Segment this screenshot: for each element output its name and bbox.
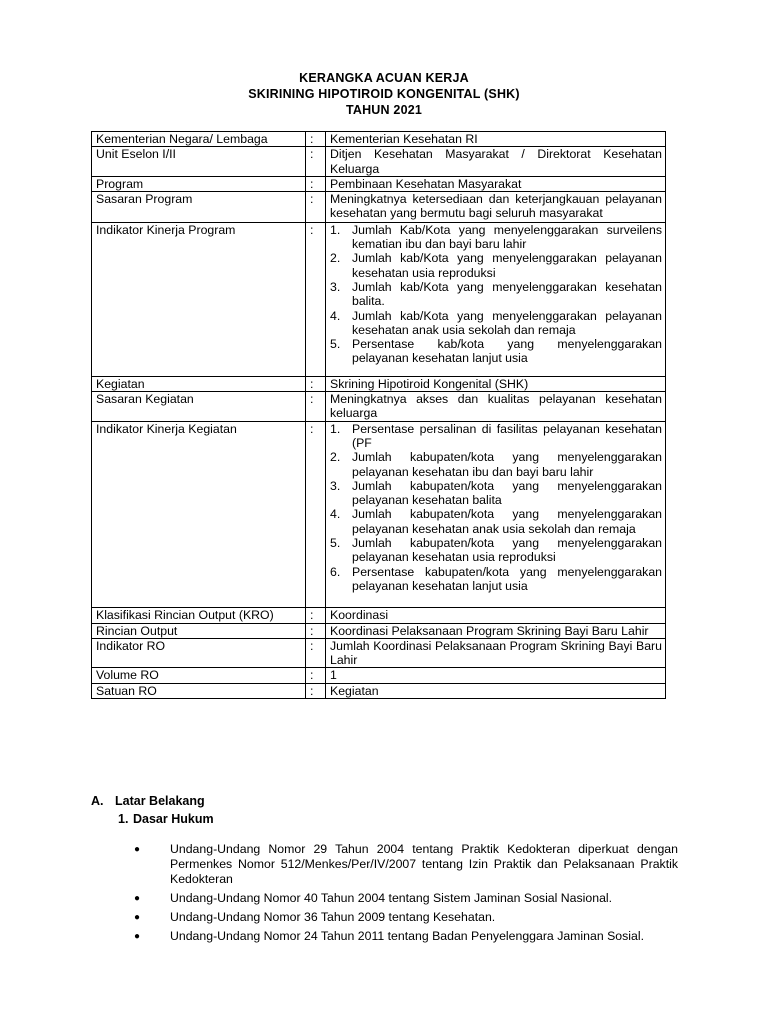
row-label: Indikator RO: [92, 638, 306, 668]
list-item: [330, 507, 662, 536]
list-item: [330, 337, 662, 366]
list-text: Persentase kabupaten/kota yang menyelenggarakan pelayanan kesehatan lanjut usia: [352, 564, 662, 593]
row-separator: :: [306, 683, 326, 698]
list-number: 5.: [330, 536, 341, 551]
list-text: Jumlah kabupaten/kota yang menyelenggarakan pelayanan kesehatan usia reproduksi: [352, 536, 662, 565]
list-item: [330, 450, 662, 479]
row-separator: :: [306, 608, 326, 623]
list-text: Jumlah kabupaten/kota yang menyelenggarakan pelayanan kesehatan balita: [352, 478, 662, 508]
list-item: [330, 536, 662, 565]
bullet-icon: ●: [134, 912, 141, 923]
section-heading-a: [91, 794, 205, 808]
row-value: Pembinaan Kesehatan Masyarakat: [326, 176, 666, 191]
list-number: 2.: [330, 251, 341, 266]
row-label: Kegiatan: [92, 376, 306, 391]
row-value: Ditjen Kesehatan Masyarakat / Direktorat Kesehatan Keluarga: [326, 147, 666, 177]
row-label: Indikator Kinerja Kegiatan: [92, 421, 306, 608]
row-separator: :: [306, 392, 326, 422]
table-row: [92, 421, 666, 608]
subsection-number: 1.: [118, 812, 129, 826]
row-label: Sasaran Program: [92, 192, 306, 223]
row-value: [326, 421, 666, 608]
row-separator: :: [306, 623, 326, 638]
row-value: 1: [326, 668, 666, 683]
list-item: [330, 422, 662, 451]
bullet-icon: ●: [134, 844, 141, 855]
list-number: 4.: [330, 308, 341, 323]
row-value: Jumlah Koordinasi Pelaksanaan Program Skrining Bayi Baru Lahir: [326, 638, 666, 668]
list-item: [330, 565, 662, 594]
list-text: Jumlah kab/Kota yang menyelenggarakan kesehatan balita.: [352, 279, 662, 309]
list-text: Undang-Undang Nomor 40 Tahun 2004 tentang Sistem Jaminan Sosial Nasional.: [170, 891, 613, 905]
row-label: Kementerian Negara/ Lembaga: [92, 132, 306, 147]
list-number: 4.: [330, 507, 341, 522]
table-row: [92, 668, 666, 683]
list-number: 1.: [330, 222, 341, 237]
list-text: Jumlah kab/Kota yang menyelenggarakan pelayanan kesehatan anak usia sekolah dan remaja: [352, 308, 662, 337]
list-number: 3.: [330, 478, 341, 493]
list-text: Persentase persalinan di fasilitas pelayanan kesehatan (PF: [352, 421, 662, 450]
doc-title: KERANGKA ACUAN KERJA: [299, 71, 469, 85]
row-separator: :: [306, 192, 326, 223]
row-separator: :: [306, 638, 326, 668]
table-row: [92, 683, 666, 698]
row-value: [326, 222, 666, 376]
list-text: Undang-Undang Nomor 24 Tahun 2011 tentang Badan Penyelenggara Jaminan Sosial.: [170, 929, 644, 943]
row-label: Satuan RO: [92, 683, 306, 698]
list-item: [134, 929, 678, 944]
doc-year: TAHUN 2021: [345, 103, 423, 117]
list-text: Undang-Undang Nomor 36 Tahun 2009 tentang Kesehatan.: [170, 910, 496, 924]
row-separator: :: [306, 668, 326, 683]
row-value: Meningkatnya akses dan kualitas pelayanan kesehatan keluarga: [326, 392, 666, 422]
row-value: Kegiatan: [326, 683, 666, 698]
row-separator: :: [306, 147, 326, 177]
indikator-kegiatan-list: [330, 422, 662, 594]
bullet-icon: ●: [134, 893, 141, 904]
list-item: [330, 479, 662, 508]
row-value: Skrining Hipotiroid Kongenital (SHK): [326, 376, 666, 391]
row-separator: :: [306, 222, 326, 376]
row-value: Kementerian Kesehatan RI: [326, 132, 666, 147]
list-item: [134, 891, 678, 906]
table-row: [92, 623, 666, 638]
table-row: [92, 638, 666, 668]
table-row: [92, 608, 666, 623]
table-row: [92, 147, 666, 177]
row-label: Indikator Kinerja Program: [92, 222, 306, 376]
list-text: Jumlah kabupaten/kota yang menyelenggarakan pelayanan kesehatan ibu dan bayi baru lahir: [352, 450, 662, 479]
table-row: [92, 392, 666, 422]
list-item: [134, 910, 678, 925]
list-text: Jumlah kab/Kota yang menyelenggarakan pelayanan kesehatan usia reproduksi: [352, 251, 662, 280]
table-row: [92, 176, 666, 191]
list-number: 3.: [330, 279, 341, 294]
list-number: 6.: [330, 564, 341, 579]
row-label: Klasifikasi Rincian Output (KRO): [92, 608, 306, 623]
row-label: Sasaran Kegiatan: [92, 392, 306, 422]
list-item: [134, 842, 678, 887]
list-text: Jumlah Kab/Kota yang menyelenggarakan surveilens kematian ibu dan bayi baru lahir: [352, 222, 662, 252]
row-label: Unit Eselon I/II: [92, 147, 306, 177]
row-value: Koordinasi Pelaksanaan Program Skrining Bayi Baru Lahir: [326, 623, 666, 638]
row-separator: :: [306, 132, 326, 147]
row-value: Koordinasi: [326, 608, 666, 623]
bullet-icon: ●: [134, 931, 141, 942]
list-item: [330, 251, 662, 280]
table-row: [92, 222, 666, 376]
row-value: Meningkatnya ketersediaan dan keterjangkauan pelayanan kesehatan yang bermutu bagi seluruh masyarakat: [326, 192, 666, 223]
list-item: [330, 309, 662, 338]
row-label: Rincian Output: [92, 623, 306, 638]
doc-subtitle: SKIRINING HIPOTIROID KONGENITAL (SHK): [248, 87, 520, 101]
list-number: 2.: [330, 450, 341, 465]
dasar-hukum-list: [134, 842, 678, 948]
row-separator: :: [306, 421, 326, 608]
kak-table: [91, 131, 666, 699]
table-row: [92, 192, 666, 223]
section-title: Latar Belakang: [115, 794, 205, 808]
table-row: [92, 376, 666, 391]
list-number: 5.: [330, 337, 341, 352]
table-row: [92, 132, 666, 147]
indikator-program-list: [330, 223, 662, 366]
row-label: Volume RO: [92, 668, 306, 683]
row-separator: :: [306, 176, 326, 191]
list-item: [330, 223, 662, 252]
section-letter: A.: [91, 794, 104, 808]
subsection-heading-1: [118, 812, 214, 826]
list-item: [330, 280, 662, 309]
list-text: Persentase kab/kota yang menyelenggarakan pelayanan kesehatan lanjut usia: [352, 337, 662, 366]
list-number: 1.: [330, 421, 341, 436]
row-separator: :: [306, 376, 326, 391]
subsection-title: Dasar Hukum: [133, 812, 214, 826]
list-text: Jumlah kabupaten/kota yang menyelenggarakan pelayanan kesehatan anak usia sekolah dan remaja: [352, 507, 662, 536]
row-label: Program: [92, 176, 306, 191]
list-text: Undang-Undang Nomor 29 Tahun 2004 tentang Praktik Kedokteran diperkuat dengan Permenkes Nomor 512/Menkes/Per/IV/2007 tentang Izin Praktik dan Pelaksanaan Praktik Kedokteran: [170, 842, 678, 886]
